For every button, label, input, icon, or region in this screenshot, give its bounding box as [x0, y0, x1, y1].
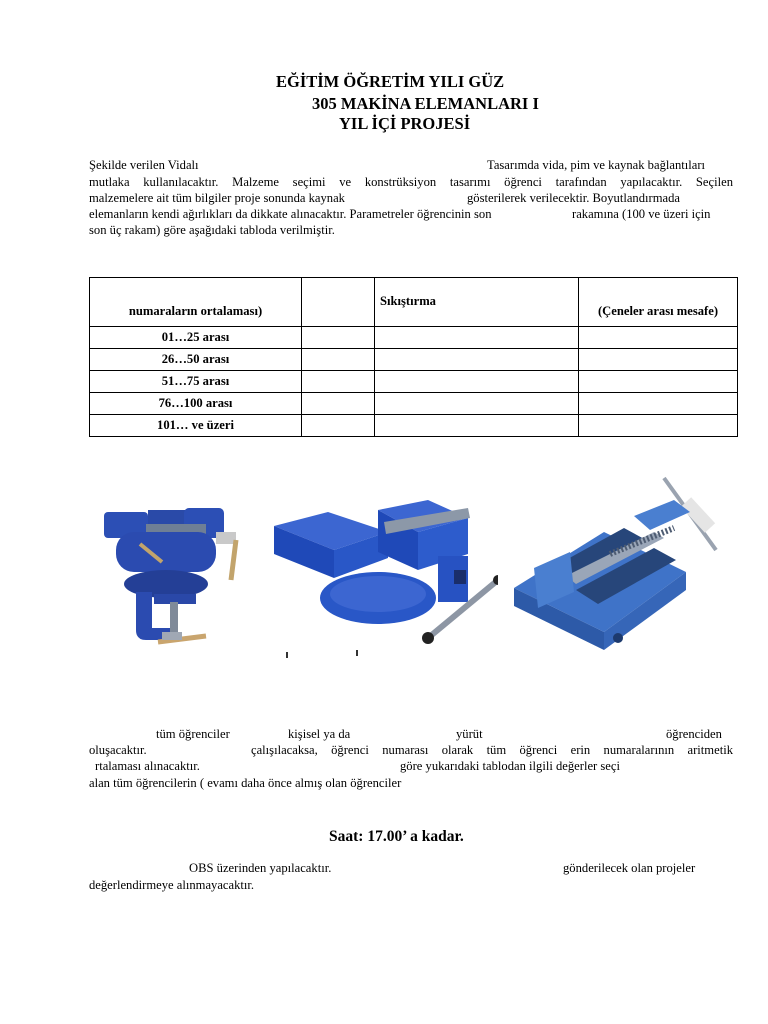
table-cell: 51…75 arası — [90, 371, 302, 393]
table-cell: 101… ve üzeri — [90, 415, 302, 437]
table-cell — [579, 349, 738, 371]
title-line-2: 305 MAKİNA ELEMANLARI I — [312, 94, 539, 113]
table-cell — [302, 349, 375, 371]
table-cell — [375, 393, 579, 415]
table-cell — [302, 371, 375, 393]
deadline-heading: Saat: 17.00’ a kadar. — [329, 828, 464, 845]
intro-line-4: elemanların kendi ağırlıkları da dikkate alınacaktır. Parametreler öğrencinin son — [89, 207, 492, 221]
header-cell: Sıkıştırma — [375, 278, 579, 327]
intro-line-3b: gösterilerek verilecektir. Boyutlandırmada — [467, 191, 680, 205]
drill-press-vise-image — [514, 472, 734, 652]
submission-line-1b: gönderilecek olan projeler — [563, 861, 696, 875]
intro-line-2: mutlaka kullanılacaktır. Malzeme seçimi ve konstrüksiyon tasarımı öğrenci tarafından yapılacaktır. Seçilen — [89, 175, 733, 189]
intro-line-5: son üç rakam) göre aşağıdaki tabloda verilmiştir. — [89, 223, 335, 237]
table-cell — [375, 349, 579, 371]
rules-line-1d: öğrenciden — [666, 727, 722, 741]
table-cell — [375, 327, 579, 349]
submission-line-2: değerlendirmeye alınmayacaktır. — [89, 878, 255, 892]
title-line-3: YIL İÇİ PROJESİ — [339, 114, 471, 133]
table-cell — [579, 371, 738, 393]
rules-line-1b: kişisel ya da — [288, 727, 351, 741]
rules-line-4: alan tüm öğrencilerin ( evamı daha önce almış olan öğrenciler — [89, 776, 402, 790]
rules-line-3b: göre yukarıdaki tablodan ilgili değerler seçi — [400, 759, 620, 773]
parameter-table — [89, 277, 738, 437]
rules-line-2b: çalışılacaksa, öğrenci numarası olarak tüm öğrenci erin numaralarının aritmetik — [251, 743, 733, 757]
table-cell — [579, 393, 738, 415]
table-row — [90, 415, 738, 437]
header-cell: numaraların ortalaması) — [90, 278, 302, 327]
table-cell: 01…25 arası — [90, 327, 302, 349]
table-cell — [375, 371, 579, 393]
table-cell — [302, 327, 375, 349]
table-row — [90, 327, 738, 349]
table-row — [90, 349, 738, 371]
rules-line-1c: yürüt — [456, 727, 483, 741]
header-cell: (Çeneler arası mesafe) — [579, 278, 738, 327]
table-cell: 26…50 arası — [90, 349, 302, 371]
intro-line-1a: Şekilde verilen Vidalı — [89, 158, 199, 172]
table-cell — [302, 393, 375, 415]
table-row — [90, 393, 738, 415]
table-header-row — [90, 278, 738, 327]
table-cell — [579, 415, 738, 437]
rules-line-1a: tüm öğrenciler — [156, 727, 230, 741]
intro-line-4b: rakamına (100 ve üzeri için — [572, 207, 711, 221]
bench-vise-image — [268, 498, 498, 658]
swivel-vise-image — [96, 502, 256, 662]
submission-line-1a: OBS üzerinden yapılacaktır. — [189, 861, 332, 875]
table-cell — [302, 415, 375, 437]
title-line-1: EĞİTİM ÖĞRETİM YILI GÜZ — [276, 72, 505, 91]
intro-line-3a: malzemelere ait tüm bilgiler proje sonunda kaynak — [89, 191, 345, 205]
table-cell — [579, 327, 738, 349]
table-row — [90, 371, 738, 393]
table-cell — [375, 415, 579, 437]
intro-line-1b: Tasarımda vida, pim ve kaynak bağlantıları — [487, 158, 706, 172]
rules-line-2a: oluşacaktır. — [89, 743, 147, 757]
header-cell — [302, 278, 375, 327]
rules-line-3a: rtalaması alınacaktır. — [95, 759, 200, 773]
table-cell: 76…100 arası — [90, 393, 302, 415]
